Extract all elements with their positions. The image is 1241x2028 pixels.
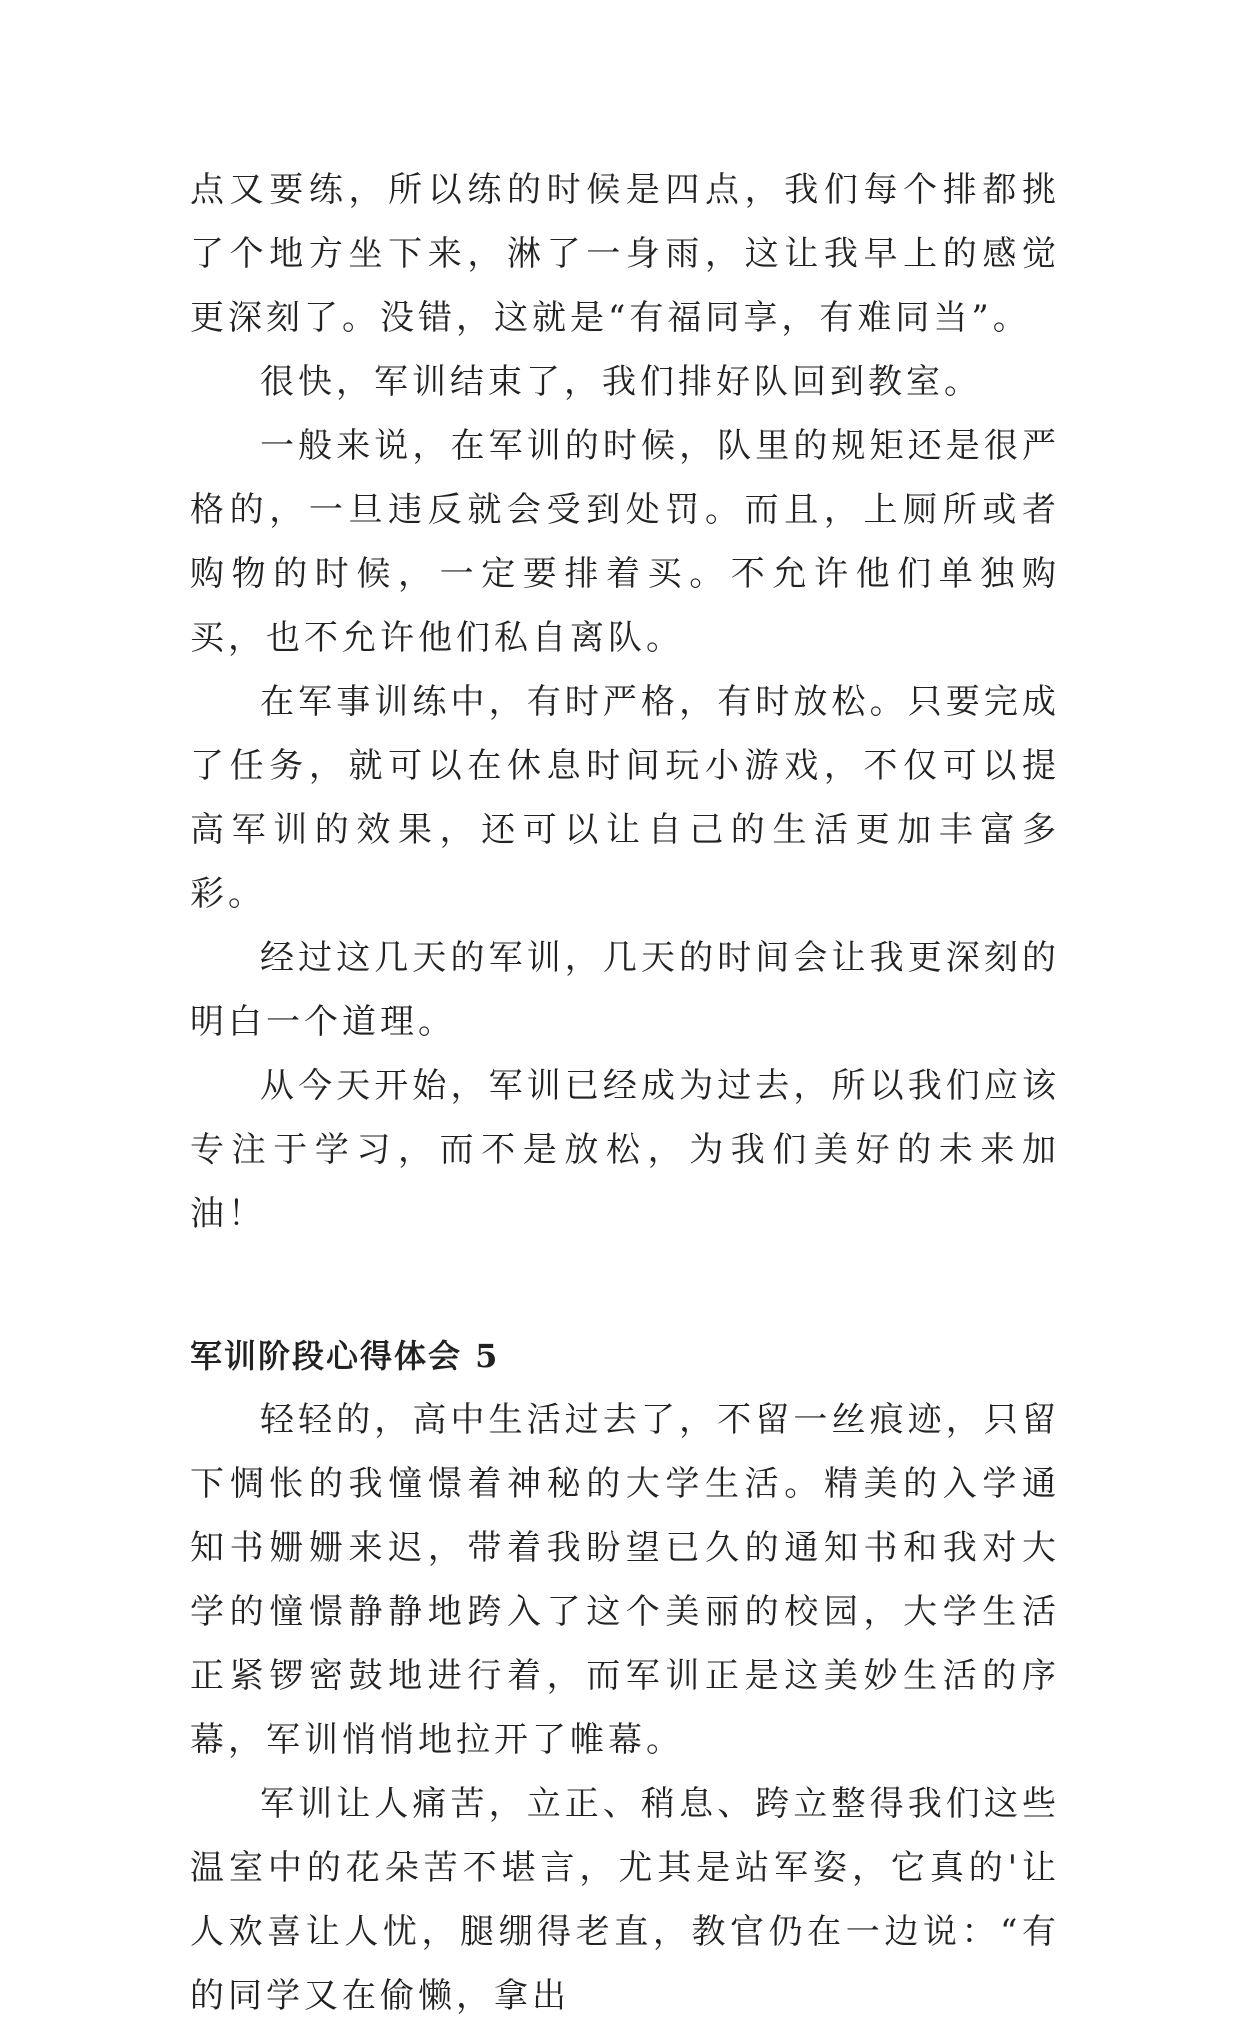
paragraph: 经过这几天的军训，几天的时间会让我更深刻的明白一个道理。 bbox=[190, 938, 1060, 1042]
paragraph: 在军事训练中，有时严格，有时放松。只要完成了任务，就可以在休息时间玩小游戏，不仅可以提高军训的效果，还可以让自己的生活更加丰富多彩。 bbox=[190, 682, 1060, 914]
paragraph: 从今天开始，军训已经成为过去，所以我们应该专注于学习，而不是放松，为我们美好的未来加油！ bbox=[190, 1066, 1060, 1234]
section-heading: 军训阶段心得体会 5 bbox=[190, 1337, 500, 1375]
paragraph: 很快，军训结束了，我们排好队回到教室。 bbox=[260, 362, 982, 402]
document-body bbox=[190, 158, 1060, 2028]
paragraph: 轻轻的，高中生活过去了，不留一丝痕迹，只留下惆怅的我憧憬着神秘的大学生活。精美的入学通知书姗姗来迟，带着我盼望已久的通知书和我对大学的憧憬静静地跨入了这个美丽的校园，大学生活正紧锣密鼓地进行着，而军训正是这美妙生活的序幕，军训悄悄地拉开了帷幕。 bbox=[190, 1400, 1060, 1760]
paragraph: 一般来说，在军训的时候，队里的规矩还是很严格的，一旦违反就会受到处罚。而且，上厕所或者购物的时候，一定要排着买。不允许他们单独购买，也不允许他们私自离队。 bbox=[190, 426, 1060, 658]
paragraph: 军训让人痛苦，立正、稍息、跨立整得我们这些温室中的花朵苦不堪言，尤其是站军姿，它真的'让人欢喜让人忧，腿绷得老直，教官仍在一边说：“有的同学又在偷懒，拿出 bbox=[190, 1784, 1060, 2016]
paragraph-continuation: 点又要练，所以练的时候是四点，我们每个排都挑了个地方坐下来，淋了一身雨，这让我早上的感觉更深刻了。没错，这就是“有福同享，有难同当”。 bbox=[190, 170, 1060, 338]
